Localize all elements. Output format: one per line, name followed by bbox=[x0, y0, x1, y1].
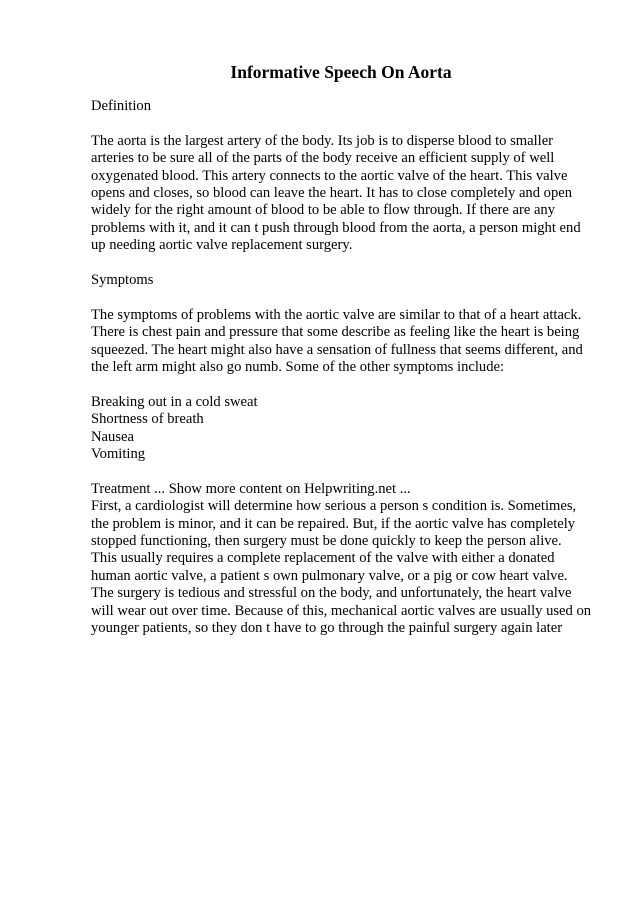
definition-paragraph bbox=[91, 133, 591, 255]
text-line: There is chest pain and pressure that some describe as feeling like the heart is being bbox=[91, 324, 580, 341]
text-line: the problem is minor, and it can be repaired. But, if the aortic valve has completely bbox=[91, 515, 576, 532]
text-line: The symptoms of problems with the aortic valve are similar to that of a heart attack. bbox=[91, 306, 582, 323]
text-line: opens and closes, so blood can leave the heart. It has to close completely and open bbox=[91, 185, 573, 202]
treatment-paragraph bbox=[91, 481, 591, 638]
symptoms-heading: Symptoms bbox=[91, 272, 154, 289]
list-item: Shortness of breath bbox=[91, 411, 204, 428]
list-item: Vomiting bbox=[91, 446, 146, 463]
text-line: up needing aortic valve replacement surgery. bbox=[91, 237, 353, 254]
text-line: widely for the right amount of blood to be able to flow through. If there are any bbox=[91, 202, 556, 219]
definition-heading: Definition bbox=[91, 98, 151, 114]
text-line: will wear out over time. Because of this, mechanical aortic valves are usually used on bbox=[91, 602, 592, 619]
symptoms-list bbox=[91, 394, 591, 464]
spacer bbox=[91, 463, 591, 480]
text-line: The aorta is the largest artery of the body. Its job is to disperse blood to smaller bbox=[91, 132, 554, 149]
document-page bbox=[91, 60, 591, 638]
text-line: The surgery is tedious and stressful on the body, and unfortunately, the heart valve bbox=[91, 585, 572, 602]
text-line: the left arm might also go numb. Some of the other symptoms include: bbox=[91, 359, 505, 376]
text-line: stopped functioning, then surgery must be done quickly to keep the person alive. bbox=[91, 533, 562, 550]
document-title: Informative Speech On Aorta bbox=[230, 62, 452, 82]
spacer bbox=[91, 255, 591, 272]
text-line: human aortic valve, a patient s own pulmonary valve, or a pig or cow heart valve. bbox=[91, 567, 568, 584]
spacer bbox=[91, 376, 591, 393]
text-line: problems with it, and it can t push through blood from the aorta, a person might end bbox=[91, 219, 581, 236]
spacer bbox=[91, 115, 591, 132]
text-line: Treatment ... Show more content on Helpwriting.net ... bbox=[91, 480, 411, 497]
list-item: Nausea bbox=[91, 428, 134, 445]
text-line: This usually requires a complete replacement of the valve with either a donated bbox=[91, 550, 555, 567]
spacer bbox=[91, 289, 591, 306]
text-line: arteries to be sure all of the parts of the body receive an efficient supply of well bbox=[91, 150, 555, 167]
text-line: oxygenated blood. This artery connects to the aortic valve of the heart. This valve bbox=[91, 167, 568, 184]
text-line: squeezed. The heart might also have a sensation of fullness that seems different, and bbox=[91, 341, 583, 358]
symptoms-paragraph bbox=[91, 307, 591, 377]
list-item: Breaking out in a cold sweat bbox=[91, 393, 258, 410]
text-line: First, a cardiologist will determine how serious a person s condition is. Sometimes, bbox=[91, 498, 577, 515]
text-line: younger patients, so they don t have to go through the painful surgery again later bbox=[91, 620, 563, 637]
